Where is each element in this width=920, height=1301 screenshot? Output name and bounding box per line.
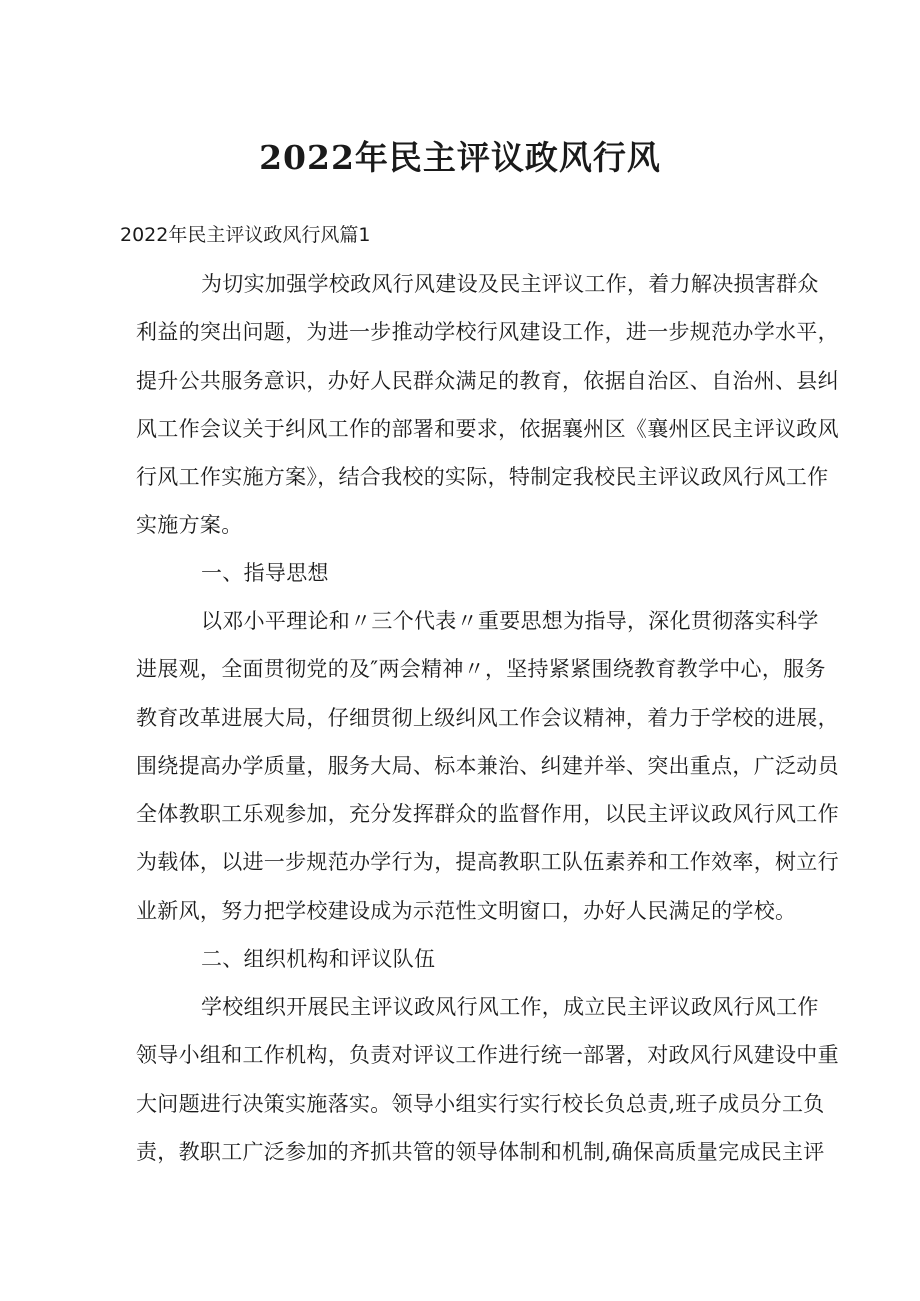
document-title: 2022年民主评议政风行风 [259, 138, 661, 177]
paragraph-line: 围绕提高办学质量，服务大局、标本兼治、纠建并举、突出重点，广泛动员 [136, 753, 839, 778]
section1-heading-block [136, 549, 796, 597]
paragraph-line: 为切实加强学校政风行风建设及民主评议工作，着力解决损害群众 [201, 272, 819, 296]
paragraph-line: 风工作会议关于纠风工作的部署和要求，依据襄州区《襄州区民主评议政风 [136, 416, 839, 441]
section2-heading-block [136, 935, 796, 983]
document-subtitle: 2022年民主评议政风行风篇1 [120, 224, 371, 246]
paragraph-line: 责，教职工广泛参加的齐抓共管的领导体制和机制,确保高质量完成民主评 [136, 1139, 825, 1164]
paragraph-line: 全体教职工乐观参加，充分发挥群众的监督作用，以民主评议政风行风工作 [136, 802, 839, 827]
paragraph-line: 为载体，以进一步规范办学行为，提高教职工队伍素养和工作效率，树立行 [136, 850, 839, 875]
paragraph-line: 利益的突出问题，为进一步推动学校行风建设工作，进一步规范办学水平， [136, 320, 839, 345]
paragraph-line: 行风工作实施方案》，结合我校的实际，特制定我校民主评议政风行风工作 [136, 465, 829, 490]
section2-paragraph [136, 983, 839, 1176]
paragraph-line: 业新风，努力把学校建设成为示范性文明窗口，办好人民满足的学校。 [136, 898, 797, 923]
paragraph-line: 学校组织开展民主评议政风行风工作，成立民主评议政风行风工作 [201, 995, 819, 1019]
section-heading-guiding-ideology: 一、指导思想 [201, 561, 329, 585]
paragraph-line: 以邓小平理论和〃三个代表〃重要思想为指导，深化贯彻落实科学 [201, 609, 819, 633]
section1-paragraph [136, 597, 839, 935]
section-heading-organization: 二、组织机构和评议队伍 [201, 947, 436, 971]
intro-paragraph [136, 260, 839, 550]
paragraph-line: 领导小组和工作机构，负责对评议工作进行统一部署，对政风行风建设中重 [136, 1043, 839, 1068]
paragraph-line: 教育改革进展大局，仔细贯彻上级纠风工作会议精神，着力于学校的进展， [136, 705, 839, 730]
paragraph-line: 大问题进行决策实施落实。领导小组实行实行校长负总责,班子成员分工负 [136, 1091, 825, 1116]
paragraph-line: 进展观，全面贯彻党的及″两会精神〃，坚持紧紧围绕教育教学中心，服务 [136, 657, 826, 682]
paragraph-line: 实施方案。 [136, 513, 243, 538]
paragraph-line: 提升公共服务意识，办好人民群众满足的教育，依据自治区、自治州、县纠 [136, 368, 839, 393]
